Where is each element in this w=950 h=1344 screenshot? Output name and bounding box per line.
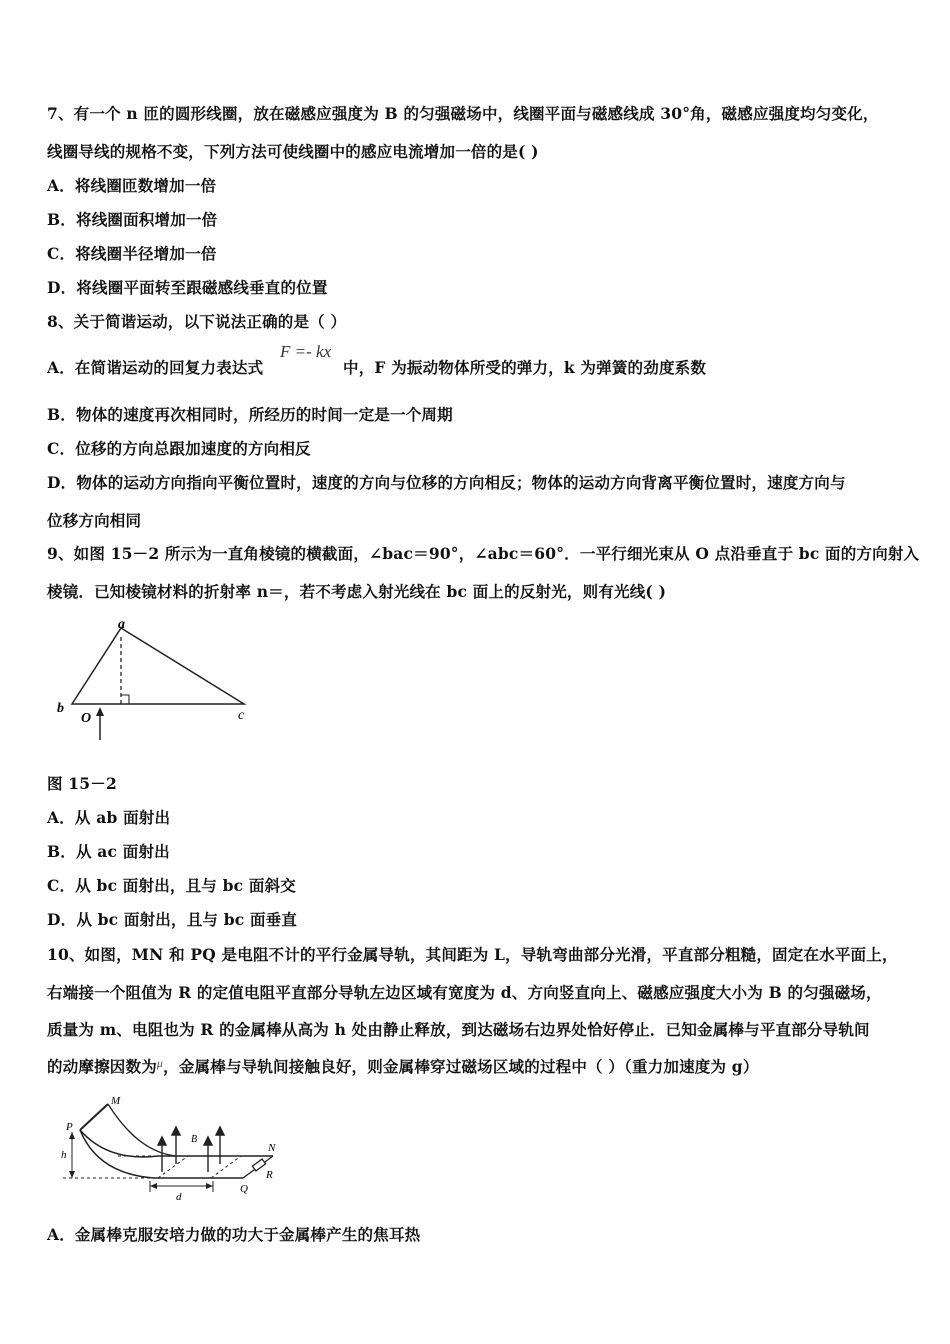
label-r: R	[266, 1169, 273, 1181]
prism-triangle	[72, 628, 244, 704]
q10-stem-line2: 右端接一个阻值为 R 的定值电阻平直部分导轨左边区域有宽度为 d、方向竖直向上、磁感应强度大小为 B 的匀强磁场，	[47, 983, 882, 1002]
q7-stem-line1: 7、有一个 n 匝的圆形线圈，放在磁感应强度为 B 的匀强磁场中，线圈平面与磁感线成 30°角，磁感应强度均匀变化，	[47, 104, 879, 123]
label-q: Q	[240, 1183, 248, 1195]
q7-option-d: D．将线圈平面转至跟磁感线垂直的位置	[47, 278, 328, 297]
q10-stem-line4	[47, 1055, 759, 1077]
vertex-label-a: a	[118, 617, 125, 632]
friction-coefficient-symbol: μ	[156, 1056, 164, 1070]
q8-option-b: B．物体的速度再次相同时，所经历的时间一定是一个周期	[47, 405, 453, 424]
label-h: h	[61, 1149, 67, 1161]
q10-stem-line1: 10、如图，MN 和 PQ 是电阻不计的平行金属导轨，其间距为 L，导轨弯曲部分光滑，平直部分粗糙，固定在水平面上，	[47, 945, 898, 964]
q9-figure-caption: 图 15－2	[47, 774, 117, 793]
q9-option-d: D．从 bc 面射出，且与 bc 面垂直	[47, 910, 298, 929]
right-angle-mark	[121, 695, 129, 704]
label-m: M	[111, 1095, 121, 1107]
arrow-right-icon	[206, 1183, 213, 1189]
vertex-label-c: c	[238, 708, 245, 723]
prism-figure	[50, 615, 260, 745]
q8-stem: 8、关于简谐运动，以下说法正确的是（ ）	[47, 312, 347, 331]
metal-rod	[80, 1104, 108, 1130]
arrow-down-icon	[69, 1171, 75, 1178]
q7-option-a: A．将线圈匝数增加一倍	[47, 176, 217, 195]
q9-stem-line2: 棱镜．已知棱镜材料的折射率 n＝，若不考虑入射光线在 bc 面上的反射光，则有光线( )	[47, 582, 667, 601]
field-right-edge	[211, 1156, 241, 1178]
q10-stem-line4-pre: 的动摩擦因数为	[47, 1057, 157, 1076]
arrow-up-icon	[69, 1132, 75, 1139]
label-b: B	[191, 1134, 198, 1145]
label-p: P	[66, 1121, 73, 1133]
q9-option-a: A．从 ab 面射出	[47, 808, 171, 827]
q8-option-a-pre: A．在简谐运动的回复力表达式	[47, 358, 264, 377]
rail-figure	[58, 1092, 288, 1202]
arrow-left-icon	[150, 1183, 157, 1189]
label-d: d	[176, 1191, 182, 1202]
q7-stem-line2: 线圈导线的规格不变，下列方法可使线圈中的感应电流增加一倍的是( )	[47, 142, 539, 161]
q9-option-b: B．从 ac 面射出	[47, 842, 170, 861]
q10-stem-line4-post: ，金属棒与导轨间接触良好，则金属棒穿过磁场区域的过程中（ ）（重力加速度为 g）	[163, 1057, 759, 1076]
q8-option-d: D．物体的运动方向指向平衡位置时，速度的方向与位移的方向相反；物体的运动方向背离平衡位置时，速度方向与	[47, 473, 846, 492]
q8-option-c: C．位移的方向总跟加速度的方向相反	[47, 439, 311, 458]
q9-option-c: C．从 bc 面射出，且与 bc 面斜交	[47, 876, 296, 895]
vertex-label-b: b	[57, 701, 64, 716]
q7-option-c: C．将线圈半径增加一倍	[47, 244, 217, 263]
q8-option-a-post: 中，F 为振动物体所受的弹力，k 为弹簧的劲度系数	[343, 358, 707, 377]
q10-option-a: A．金属棒克服安培力做的功大于金属棒产生的焦耳热	[47, 1225, 421, 1244]
q9-stem-line1: 9、如图 15－2 所示为一直角棱镜的横截面，∠bac＝90°，∠abc＝60°．一平行细光束从 O 点沿垂直于 bc 面的方向射入	[47, 544, 920, 563]
label-n: N	[268, 1142, 276, 1154]
arrow-up-icon	[96, 707, 104, 716]
q8-option-d-cont: 位移方向相同	[47, 511, 142, 530]
q10-stem-line3: 质量为 m、电阻也为 R 的金属棒从高为 h 处由静止释放，到达磁场右边界处恰好停止．已知金属棒与平直部分导轨间	[47, 1020, 870, 1039]
point-label-o: O	[81, 711, 92, 726]
rail-mn-curve	[108, 1104, 176, 1156]
q7-option-b: B．将线圈面积增加一倍	[47, 210, 218, 229]
restoring-force-formula: F =- kx	[280, 342, 332, 361]
resistor-icon	[252, 1159, 265, 1171]
